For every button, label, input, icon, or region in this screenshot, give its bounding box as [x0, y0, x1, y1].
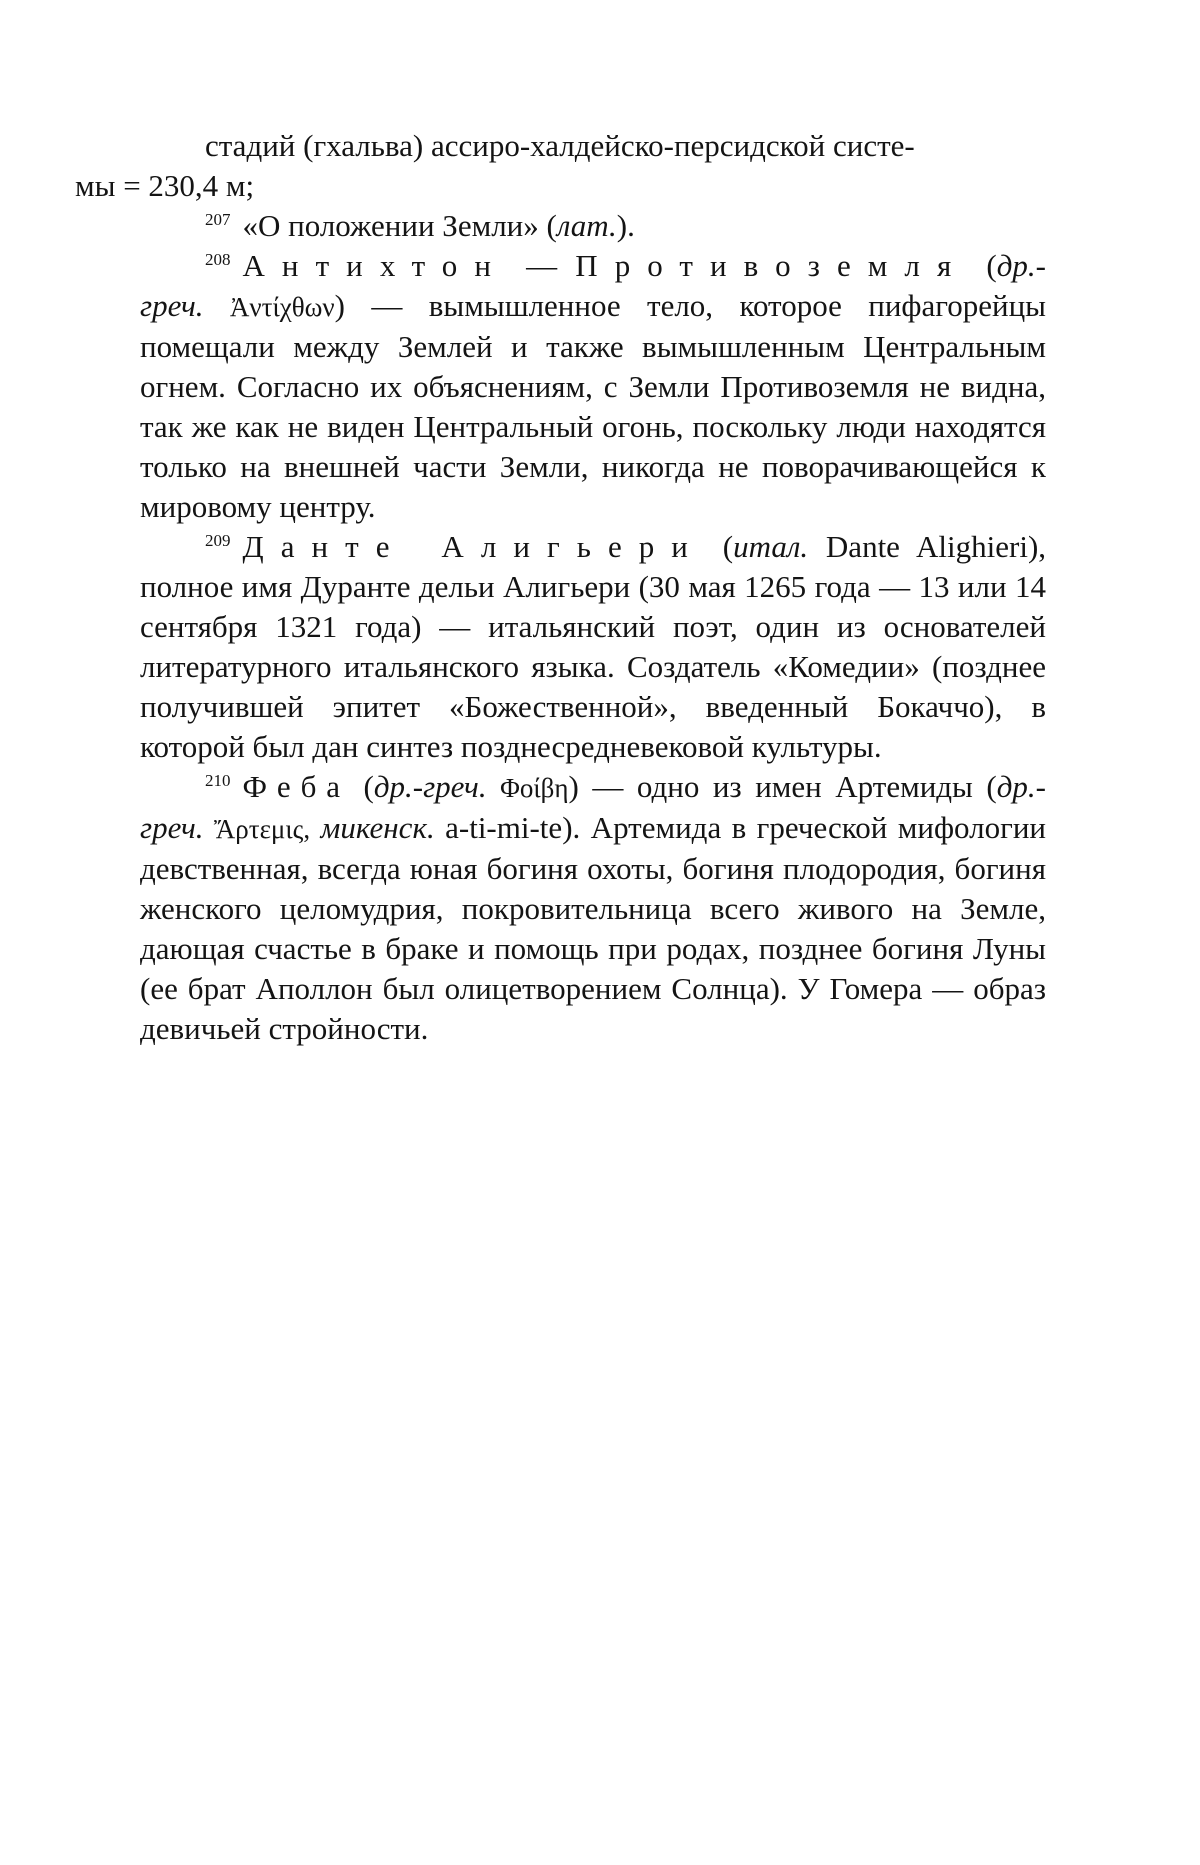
term-dash: — — [526, 248, 558, 283]
footnote-number: 209 — [205, 530, 231, 550]
footnote-number: 207 — [205, 209, 231, 229]
language-abbrev: итал. — [733, 529, 809, 564]
footnote-term: Данте Алигьери — [242, 529, 705, 564]
footnote-gloss: Противоземля — [575, 248, 969, 283]
footnote-text: ) — вымышленное тело, которое пифагорейцы помещали между Землей и также вымышленным Центральным огнем. Согласно их объяснениям, с Земли Противоземля не видна, так же как не виден Центральный огонь, поскольку люди находятся только на внешней части Земли, никогда не поворачивающейся к мировому центру. — [140, 288, 1046, 524]
paren-open: ( — [363, 769, 374, 804]
footnote-continuation — [75, 126, 1046, 206]
footnote-term: Феба — [242, 769, 350, 804]
footnote-text: ) — одно из имен Артемиды ( — [568, 769, 997, 804]
paren-open: ( — [986, 248, 997, 283]
footnote-210 — [140, 767, 1046, 1049]
footnote-text: ). — [616, 208, 635, 243]
language-abbrev: лат. — [556, 208, 617, 243]
footnote-text: ). Артемида в греческой мифологии девственная, всегда юная богиня охоты, богиня плодородия, богиня женского целомудрия, покровительница всего живого на Земле, дающая счастье в браке и помощь при родах, позднее богиня Луны (ее брат Аполлон был олицетворением Солнца). У Гомера — образ девичьей стройности. — [140, 810, 1047, 1046]
footnote-208 — [140, 246, 1046, 527]
footnote-number: 210 — [205, 770, 231, 790]
original-name: Dante Alighieri), — [825, 529, 1047, 564]
language-abbrev: др.-греч. — [140, 769, 1046, 845]
footnotes-page — [75, 126, 1047, 1049]
language-abbrev: микенск. — [320, 810, 435, 845]
mycenaean-word: a-ti-mi-te — [445, 810, 563, 845]
greek-word: Ἄρτεμις, — [213, 814, 311, 844]
footnote-term: Антихтон — [242, 248, 508, 283]
greek-word: Φοίβη — [500, 773, 569, 803]
continuation-text-line1: стадий (гхальва) ассиро-халдейско-персидской систе- — [205, 128, 915, 163]
footnote-209 — [140, 527, 1046, 767]
language-abbrev: др.-греч. — [373, 769, 487, 804]
footnote-text: «О положении Земли» ( — [242, 208, 557, 243]
greek-word: Ἀντίχθων — [229, 292, 335, 322]
footnote-number: 208 — [205, 249, 231, 269]
continuation-text-line2: мы = 230,4 м; — [75, 168, 255, 203]
language-abbrev: др.-греч. — [140, 248, 1046, 323]
footnote-text: полное имя Дуранте дельи Алигьери (30 мая 1265 года — 13 или 14 сентября 1321 года) — итальянский поэт, один из основателей литературного итальянского языка. Создатель «Комедии» (позднее получившей эпитет «Божественной», введенный Бокаччо), в которой был дан синтез позднесредневековой культуры. — [140, 569, 1046, 764]
paren-open: ( — [722, 529, 734, 564]
footnote-207 — [140, 206, 1046, 246]
